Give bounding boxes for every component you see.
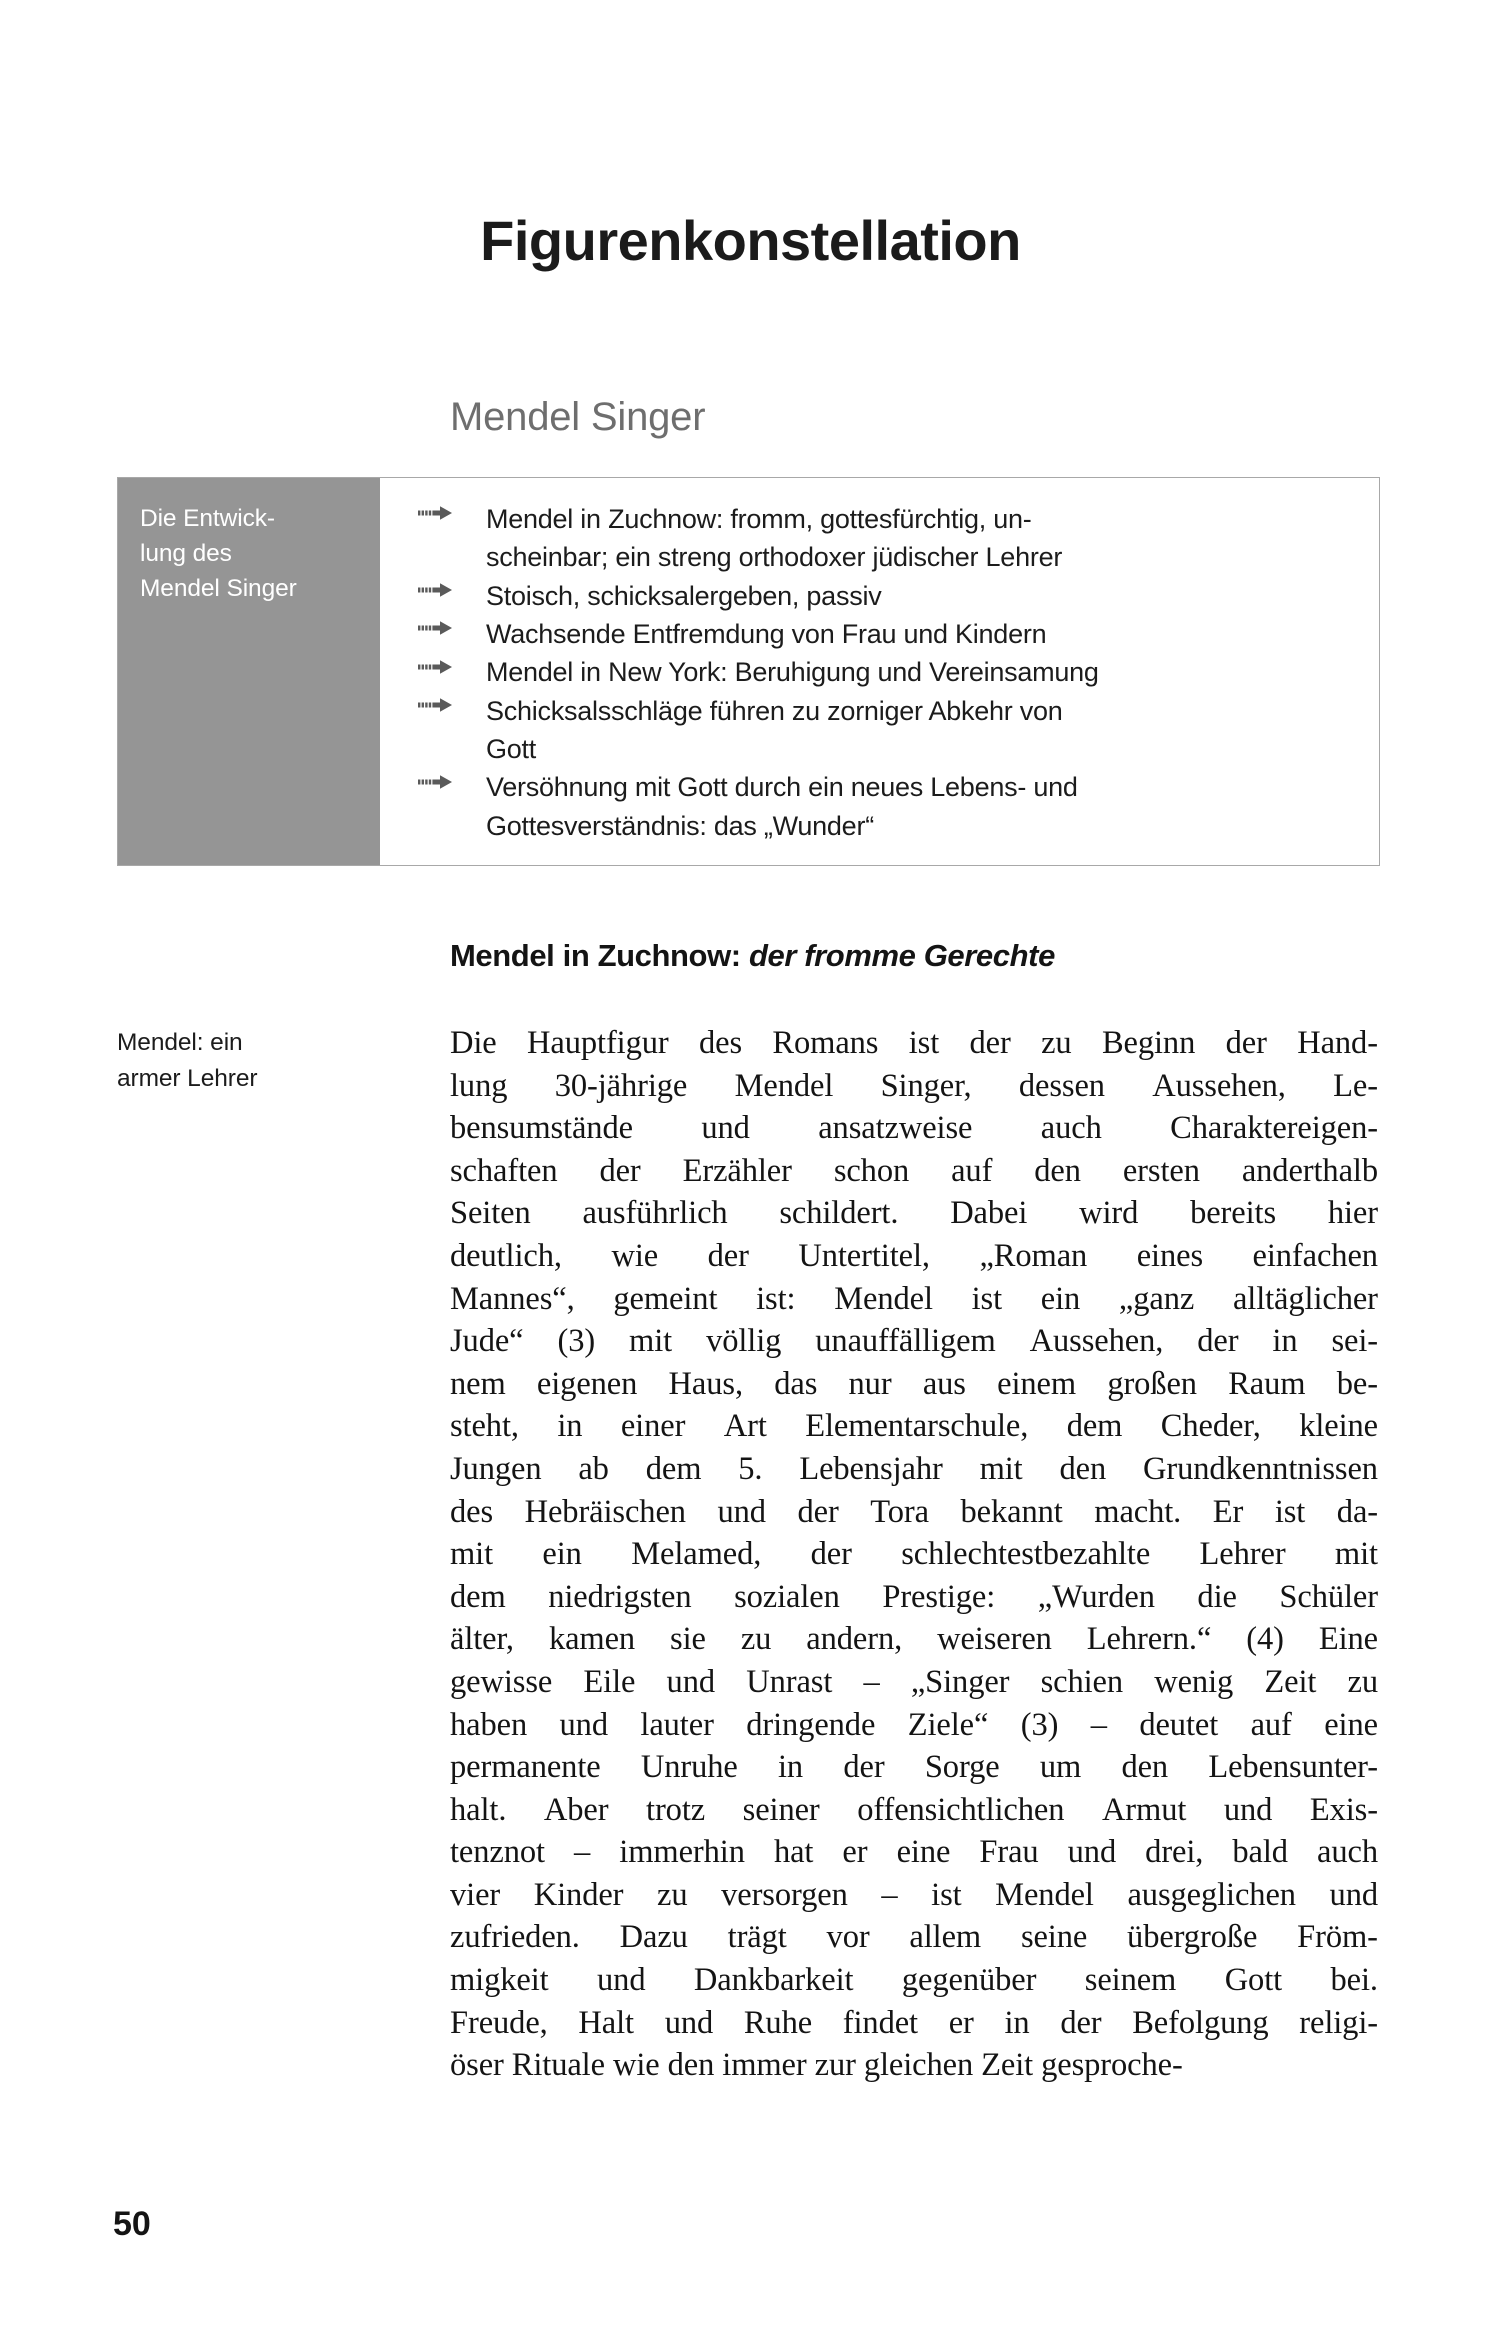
body-line: des Hebräischen und der Tora bekannt macht. Er ist da- [450, 1493, 1378, 1530]
body-line: lung 30-jährige Mendel Singer, dessen Aussehen, Le- [450, 1067, 1378, 1104]
section-heading-italic: der fromme Gerechte [748, 938, 1055, 973]
summary-bullet-text-line: Schicksalsschläge führen zu zorniger Abkehr von [486, 695, 1063, 726]
body-line: migkeit und Dankbarkeit gegenüber seinem Gott bei. [450, 1962, 1378, 1999]
body-line: halt. Aber trotz seiner offensichtlichen Armut und Exis- [450, 1791, 1378, 1828]
body-line: Jude“ (3) mit völlig unauffälligem Aussehen, der in sei- [450, 1323, 1378, 1360]
summary-box-label-line: lung des [140, 539, 232, 567]
body-line: haben und lauter dringende Ziele“ (3) – deutet auf eine [450, 1706, 1378, 1743]
summary-bullet-text-line: Stoisch, schicksalergeben, passiv [486, 580, 882, 611]
page-subtitle: Mendel Singer [450, 395, 706, 440]
body-line: schaften der Erzähler schon auf den ersten anderthalb [450, 1152, 1378, 1189]
summary-box [117, 477, 1380, 866]
body-line: gewisse Eile und Unrast – „Singer schien wenig Zeit zu [450, 1663, 1378, 1700]
summary-bullet-text [486, 768, 1361, 845]
body-line: Seiten ausführlich schildert. Dabei wird bereits hier [450, 1195, 1378, 1232]
body-line: mit ein Melamed, der schlechtestbezahlte Lehrer mit [450, 1536, 1378, 1573]
summary-bullet-item [380, 768, 1361, 845]
summary-box-list [380, 478, 1379, 865]
summary-bullet-text-line: Wachsende Entfremdung von Frau und Kindern [486, 618, 1047, 649]
summary-box-label-line: Mendel Singer [140, 574, 297, 602]
page-title: Figurenkonstellation [480, 208, 1021, 272]
summary-bullet-text [486, 653, 1361, 691]
summary-bullet-text-line: Gottesverständnis: das „Wunder“ [486, 810, 874, 841]
summary-bullet-text-line: Versöhnung mit Gott durch ein neues Lebens- und [486, 772, 1078, 803]
summary-bullet-text [486, 615, 1361, 653]
body-line: bensumstände und ansatzweise auch Charaktereigen- [450, 1110, 1378, 1147]
summary-bullet-text-line: Mendel in Zuchnow: fromm, gottesfürchtig, un- [486, 504, 1032, 534]
dashed-arrow-right-icon [418, 580, 460, 607]
summary-box-label [118, 478, 380, 865]
body-line: Mannes“, gemeint ist: Mendel ist ein „ganz alltäglicher [450, 1280, 1378, 1317]
summary-bullet-text [486, 692, 1361, 769]
summary-bullet-item [380, 577, 1361, 615]
body-line: vier Kinder zu versorgen – ist Mendel ausgeglichen und [450, 1876, 1378, 1913]
summary-bullet-item [380, 615, 1361, 653]
body-line: älter, kamen sie zu andern, weiseren Lehrern.“ (4) Eine [450, 1621, 1378, 1658]
section-heading [450, 938, 1055, 974]
margin-note-line: armer Lehrer [117, 1064, 258, 1092]
section-heading-plain: Mendel in Zuchnow: [450, 938, 741, 973]
body-line: deutlich, wie der Untertitel, „Roman eines einfachen [450, 1237, 1378, 1274]
page-number: 50 [113, 2205, 151, 2243]
body-line: nem eigenen Haus, das nur aus einem großen Raum be- [450, 1365, 1378, 1402]
dashed-arrow-right-icon [418, 618, 460, 645]
dashed-arrow-right-icon [418, 657, 460, 684]
body-line: dem niedrigsten sozialen Prestige: „Wurden die Schüler [450, 1578, 1378, 1615]
body-paragraph [450, 1022, 1378, 2087]
summary-bullet-item [380, 500, 1361, 577]
summary-bullet-list [380, 500, 1361, 845]
summary-bullet-text [486, 500, 1361, 577]
margin-note [117, 1025, 407, 1096]
body-line: zufrieden. Dazu trägt vor allem seine übergroße Fröm- [450, 1919, 1378, 1956]
margin-note-line: Mendel: ein [117, 1029, 243, 1056]
body-line: permanente Unruhe in der Sorge um den Lebensunter- [450, 1749, 1378, 1786]
summary-bullet-text-line: scheinbar; ein streng orthodoxer jüdischer Lehrer [486, 542, 1063, 573]
body-line: steht, in einer Art Elementarschule, dem Cheder, kleine [450, 1408, 1378, 1445]
summary-bullet-item [380, 653, 1361, 691]
summary-bullet-text [486, 577, 1361, 615]
body-line: Jungen ab dem 5. Lebensjahr mit den Grundkenntnissen [450, 1450, 1378, 1487]
summary-bullet-item [380, 692, 1361, 769]
dashed-arrow-right-icon [418, 695, 460, 722]
body-line: tenznot – immerhin hat er eine Frau und drei, bald auch [450, 1834, 1378, 1871]
summary-bullet-text-line: Gott [486, 733, 537, 764]
body-line: Freude, Halt und Ruhe findet er in der Befolgung religi- [450, 2004, 1378, 2041]
summary-bullet-text-line: Mendel in New York: Beruhigung und Vereinsamung [486, 657, 1099, 688]
summary-box-label-line: Die Entwick- [140, 505, 275, 532]
body-line: Die Hauptfigur des Romans ist der zu Beginn der Hand- [450, 1025, 1378, 1061]
body-line: öser Rituale wie den immer zur gleichen Zeit gesproche- [450, 2047, 1183, 2084]
dashed-arrow-right-icon [418, 503, 460, 530]
dashed-arrow-right-icon [418, 772, 460, 799]
